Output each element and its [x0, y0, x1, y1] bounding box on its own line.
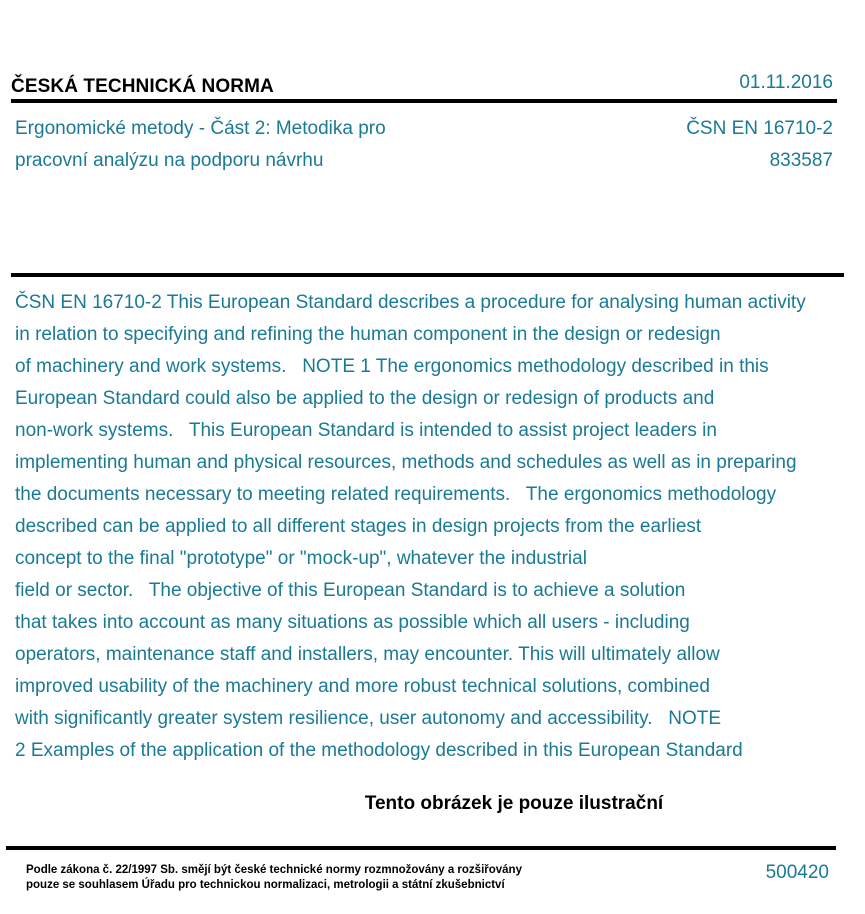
abstract-line: European Standard could also be applied to the design or redesign of products and	[15, 388, 715, 409]
footer-divider	[6, 846, 836, 850]
legal-notice-line-1: Podle zákona č. 22/1997 Sb. smějí být české technické normy rozmnožovány a rozšiřovány	[26, 864, 522, 876]
price-code: 500420	[765, 862, 829, 883]
abstract-line: that takes into account as many situations as possible which all users - including	[15, 612, 690, 633]
illustration-caption: Tento obrázek je pouze ilustrační	[364, 793, 664, 814]
abstract-line: described can be applied to all different stages in design projects from the earliest	[15, 516, 702, 537]
abstract-line: implementing human and physical resources, methods and schedules as well as in preparing	[15, 452, 797, 473]
abstract-line: improved usability of the machinery and more robust technical solutions, combined	[15, 676, 710, 697]
abstract-line: of machinery and work systems. NOTE 1 The ergonomics methodology described in this	[15, 356, 769, 377]
abstract-line: operators, maintenance staff and installers, may encounter. This will ultimately allow	[15, 644, 720, 665]
standard-code: ČSN EN 16710-2	[686, 118, 833, 139]
abstract-line: non-work systems. This European Standard is intended to assist project leaders in	[15, 420, 717, 441]
header-divider	[11, 99, 837, 103]
abstract-line: field or sector. The objective of this European Standard is to achieve a solution	[15, 580, 686, 601]
standard-title-line-1: Ergonomické metody - Část 2: Metodika pro	[15, 118, 386, 139]
document-title: ČESKÁ TECHNICKÁ NORMA	[11, 76, 274, 97]
catalog-number: 833587	[769, 150, 833, 171]
abstract-line: ČSN EN 16710-2 This European Standard describes a procedure for analysing human activity	[15, 292, 806, 313]
abstract-line: with significantly greater system resilience, user autonomy and accessibility. NOTE	[15, 708, 722, 729]
publication-date: 01.11.2016	[739, 72, 833, 93]
abstract-line: concept to the final "prototype" or "mock-up", whatever the industrial	[15, 548, 587, 569]
standard-title-line-2: pracovní analýzu na podporu návrhu	[15, 150, 324, 171]
abstract-line: in relation to specifying and refining the human component in the design or redesign	[15, 324, 721, 345]
section-divider	[11, 273, 844, 277]
legal-notice-line-2: pouze se souhlasem Úřadu pro technickou normalizaci, metrologii a státní zkušebnictví	[26, 879, 505, 891]
abstract-line: 2 Examples of the application of the methodology described in this European Standard	[15, 740, 743, 761]
abstract-line: the documents necessary to meeting related requirements. The ergonomics methodology	[15, 484, 777, 505]
